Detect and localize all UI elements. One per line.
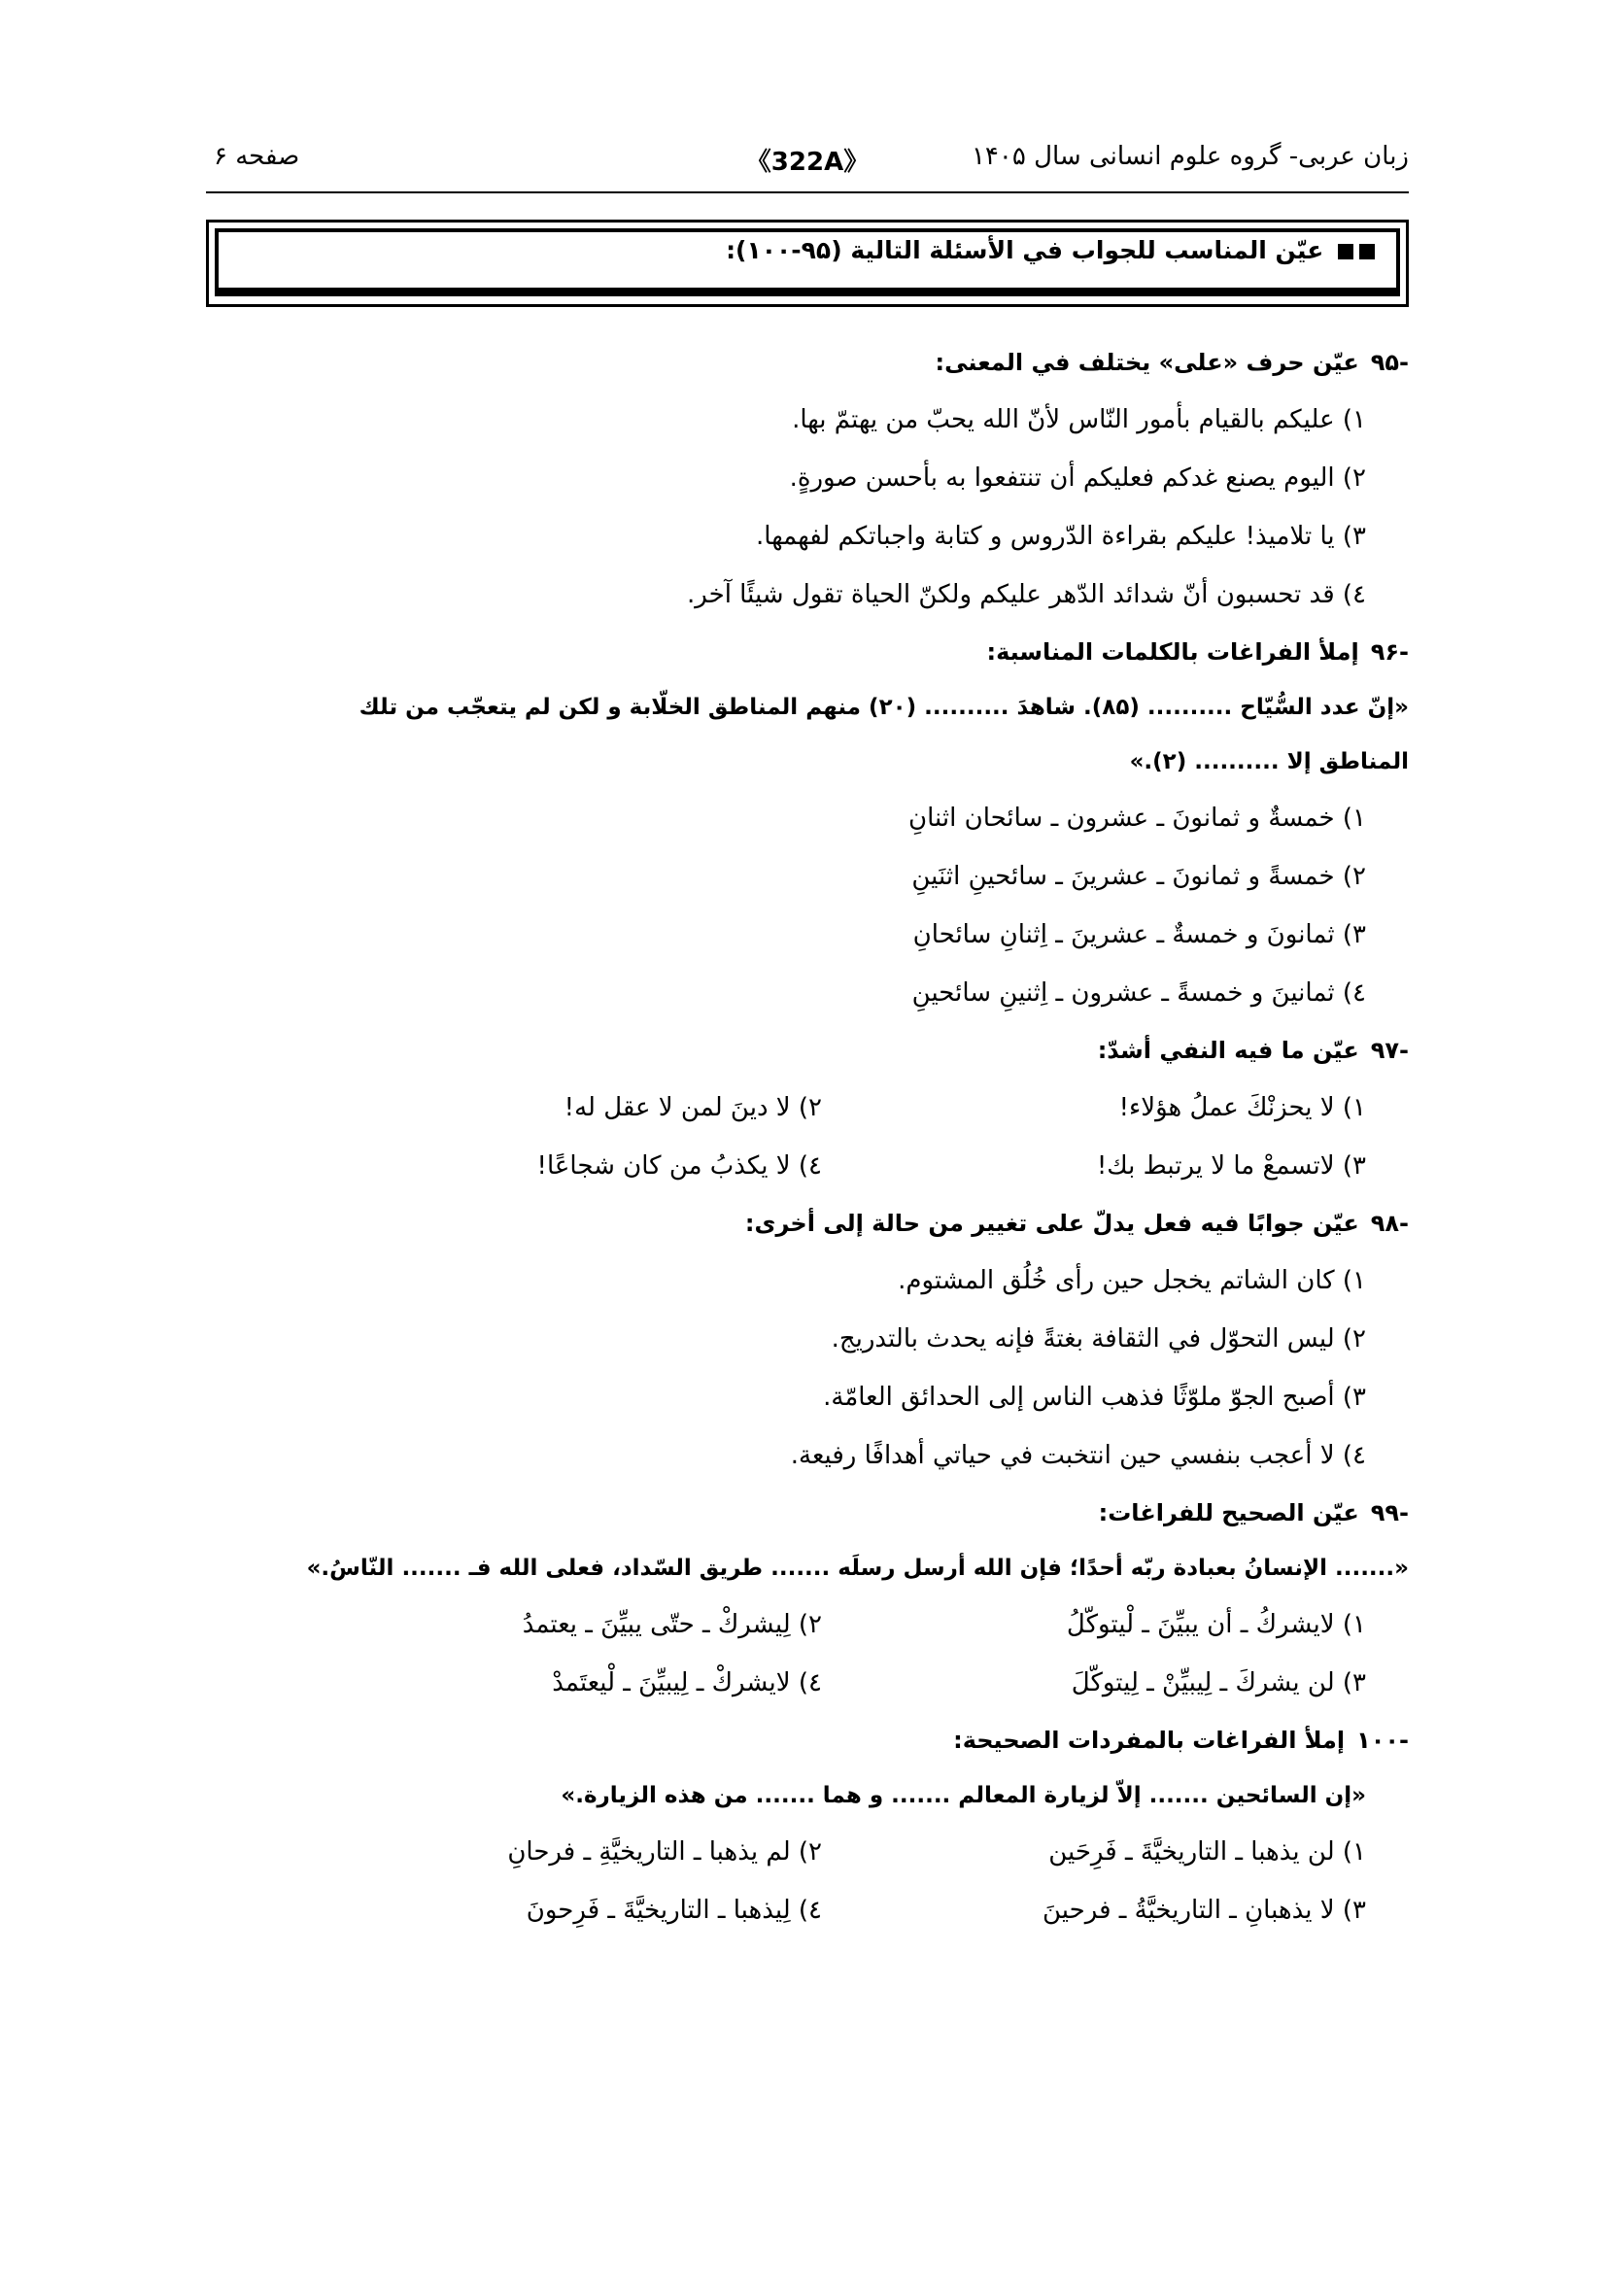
option-97-4[interactable]: ٤) لا يكذبُ من كان شجاعًا! [536, 1151, 822, 1181]
option-97-1[interactable]: ۱) لا يحزنْكَ عملُ هؤلاء! [1118, 1093, 1366, 1122]
question-number: -۹۸ [1370, 1210, 1409, 1237]
question-99-title [206, 1485, 1409, 1541]
option-96-2[interactable]: ۲) خمسةً و ثمانونَ ـ عشرينَ ـ سائحينِ اثنَينِ [911, 862, 1366, 891]
options-row [206, 1881, 1409, 1939]
square-bullet-icon [1359, 244, 1375, 259]
question-96-title [206, 624, 1409, 680]
option-95-1[interactable]: ۱) عليكم بالقيام بأمور النّاس لأنّ الله يحبّ من يهتمّ بها. [792, 405, 1366, 434]
option-99-1[interactable]: ۱) لايشركُ ـ أن يبيِّنَ ـ لْيتوكّلُ [1066, 1610, 1366, 1639]
options-row [206, 1595, 1409, 1654]
option-100-2[interactable]: ۲) لم يذهبا ـ التاريخيَّةِ ـ فرحانِ [507, 1837, 822, 1867]
question-98-title [206, 1195, 1409, 1251]
question-text: عيّن جوابًا فيه فعل يدلّ على تغيير من حالة إلى أخرى: [744, 1210, 1359, 1237]
square-bullet-icon [1338, 244, 1353, 259]
instruction-text: عيّن المناسب للجواب في الأسئلة التالية (۹۵-۱۰۰): [726, 236, 1324, 264]
question-number: -۹۹ [1370, 1499, 1409, 1526]
question-99-stem: «....... الإنسانُ بعبادة ربّه أحدًا؛ فإن الله أرسل رسلَه ....... طريق السّداد، فعلى الله فـ ....... النّاسُ.» [306, 1556, 1409, 1581]
option-100-3[interactable]: ۳) لا يذهبانِ ـ التاريخيَّةُ ـ فرحينَ [1043, 1896, 1366, 1925]
question-100-stem: «إن السائحين ....... إلاّ لزيارة المعالم ....... و هما ....... من هذه الزيارة.» [561, 1783, 1366, 1808]
option-95-4[interactable]: ٤) قد تحسبون أنّ شدائد الدّهر عليكم ولكنّ الحياة تقول شيئًا آخر. [687, 580, 1366, 609]
questions-area [206, 334, 1409, 1939]
option-100-1[interactable]: ۱) لن يذهبا ـ التاريخيَّةَ ـ فَرِحَين [1048, 1837, 1366, 1867]
question-95-title [206, 334, 1409, 391]
option-98-4[interactable]: ٤) لا أعجب بنفسي حين انتخبت في حياتي أهدافًا رفيعة. [790, 1441, 1366, 1470]
option-98-3[interactable]: ۳) أصبح الجوّ ملوّثًا فذهب الناس إلى الحدائق العامّة. [823, 1383, 1366, 1412]
question-text: عيّن حرف «على» يختلف في المعنى: [935, 349, 1359, 376]
option-99-3[interactable]: ۳) لن يشركَ ـ لِيبيِّنْ ـ لِيتوكّلَ [1071, 1668, 1366, 1697]
question-number: -۱۰۰ [1356, 1727, 1409, 1754]
option-96-1[interactable]: ۱) خمسةٌ و ثمانونَ ـ عشرون ـ سائحان اثنانِ [908, 804, 1366, 833]
option-96-3[interactable]: ۳) ثمانونَ و خمسةٌ ـ عشرينَ ـ اِثنانِ سائحانِ [912, 920, 1366, 949]
question-number: -۹۶ [1370, 638, 1409, 666]
section-instruction [726, 236, 1375, 264]
question-number: -۹۵ [1370, 349, 1409, 376]
question-text: إملأ الفراغات بالمفردات الصحيحة: [953, 1727, 1346, 1754]
page-number: صفحه ۶ [214, 142, 300, 171]
question-96-stem-line-1: «إنّ عدد السُّيّاح .......... (۸۵). شاهدَ .......... (۲۰) منهم المناطق الخلّابة و لكن لم يتعجّب من تلك [359, 695, 1409, 720]
header-divider [206, 191, 1409, 193]
option-95-3[interactable]: ۳) يا تلاميذ! عليكم بقراءة الدّروس و كتابة واجباتكم لفهمها. [756, 522, 1366, 551]
option-97-2[interactable]: ۲) لا دينَ لمن لا عقل له! [564, 1093, 822, 1122]
option-98-2[interactable]: ۲) ليس التحوّل في الثقافة بغتةً فإنه يحدث بالتدريج. [831, 1324, 1366, 1354]
option-97-3[interactable]: ۳) لاتسمعْ ما لا يرتبط بك! [1096, 1151, 1366, 1181]
exam-title: زبان عربی- گروه علوم انسانی سال ۱۴۰۵ [971, 142, 1409, 171]
options-row [206, 1137, 1409, 1195]
option-98-1[interactable]: ۱) كان الشاتم يخجل حين رأى خُلُق المشتوم. [898, 1266, 1366, 1295]
option-99-4[interactable]: ٤) لايشركْ ـ لِيبيِّنَ ـ لْيعتَمدْ [552, 1668, 822, 1697]
option-99-2[interactable]: ۲) لِيشركْ ـ حتّى يبيِّنَ ـ يعتمدُ [522, 1610, 822, 1639]
exam-code: 《322A》 [745, 148, 870, 177]
section-banner [206, 220, 1409, 307]
question-96-stem-line-2: المناطق إلا .......... (۲).» [1129, 749, 1409, 774]
question-number: -۹۷ [1370, 1037, 1409, 1064]
options-row [206, 1654, 1409, 1712]
option-96-4[interactable]: ٤) ثمانينَ و خمسةً ـ عشرون ـ اِثنينِ سائحينِ [911, 978, 1366, 1008]
question-text: عيّن ما فيه النفي أشدّ: [1097, 1037, 1359, 1064]
question-text: عيّن الصحيح للفراغات: [1098, 1499, 1359, 1526]
options-row [206, 1823, 1409, 1881]
question-text: إملأ الفراغات بالكلمات المناسبة: [986, 638, 1359, 666]
page-header [206, 142, 1409, 190]
question-97-title [206, 1022, 1409, 1079]
options-row [206, 1079, 1409, 1137]
option-100-4[interactable]: ٤) لِيذهبا ـ التاريخيَّةَ ـ فَرِحونَ [526, 1896, 822, 1925]
option-95-2[interactable]: ۲) اليوم يصنع غدكم فعليكم أن تنتفعوا به بأحسن صورةٍ. [789, 463, 1366, 493]
question-100-title [206, 1712, 1409, 1768]
